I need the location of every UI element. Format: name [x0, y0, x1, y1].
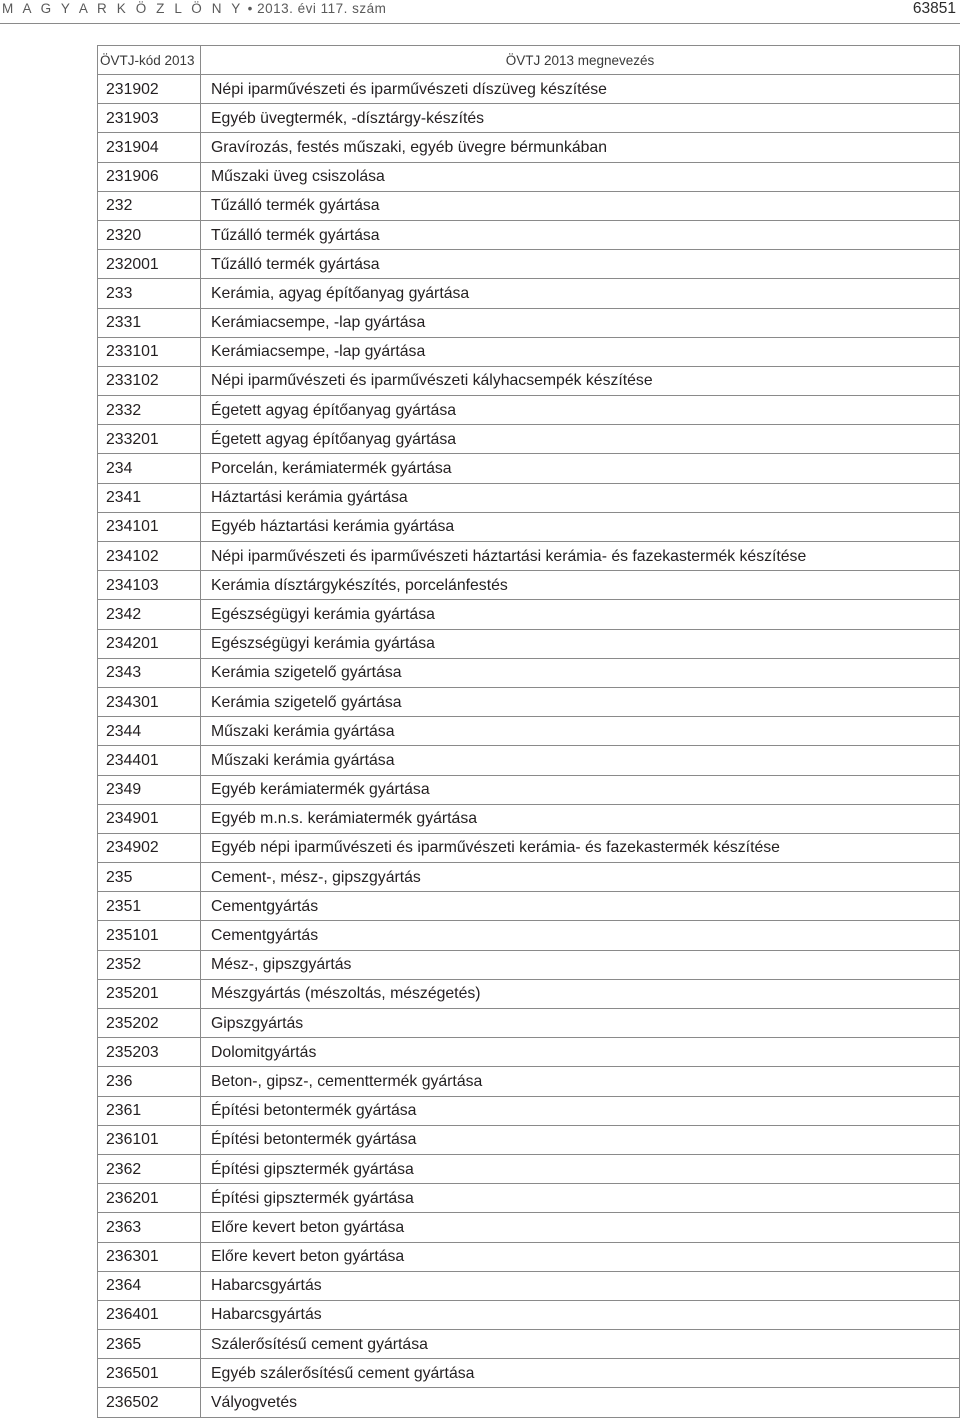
column-header-code: ÖVTJ-kód 2013 [98, 46, 201, 75]
row-name: Gravírozás, festés műszaki, egyéb üvegre bérmunkában [201, 133, 960, 162]
row-code: 235203 [98, 1038, 201, 1067]
row-code: 236101 [98, 1125, 201, 1154]
table-row [98, 804, 960, 833]
table-row [98, 746, 960, 775]
row-name: Kerámia dísztárgykészítés, porcelánfestés [201, 571, 960, 600]
running-head [2, 1, 386, 16]
table-row [98, 1213, 960, 1242]
row-name: Tűzálló termék gyártása [201, 220, 960, 249]
row-code: 2332 [98, 396, 201, 425]
table-row [98, 1038, 960, 1067]
row-name: Tűzálló termék gyártása [201, 191, 960, 220]
row-code: 2363 [98, 1213, 201, 1242]
table-row [98, 454, 960, 483]
row-name: Kerámia szigetelő gyártása [201, 687, 960, 716]
row-code: 233201 [98, 425, 201, 454]
table-header-row [98, 46, 960, 75]
row-name: Műszaki kerámia gyártása [201, 717, 960, 746]
row-code: 231903 [98, 104, 201, 133]
table-row [98, 542, 960, 571]
row-code: 235201 [98, 979, 201, 1008]
row-code: 234102 [98, 542, 201, 571]
table-row [98, 1096, 960, 1125]
row-name: Habarcsgyártás [201, 1271, 960, 1300]
row-name: Cementgyártás [201, 892, 960, 921]
row-name: Kerámiacsempe, -lap gyártása [201, 308, 960, 337]
row-name: Műszaki kerámia gyártása [201, 746, 960, 775]
row-name: Égetett agyag építőanyag gyártása [201, 396, 960, 425]
table-row [98, 950, 960, 979]
table-row [98, 191, 960, 220]
table-row [98, 425, 960, 454]
row-code: 236301 [98, 1242, 201, 1271]
row-name: Egyéb üvegtermék, -dísztárgy-készítés [201, 104, 960, 133]
row-code: 231902 [98, 75, 201, 104]
classification-table [97, 45, 960, 1418]
row-name: Háztartási kerámia gyártása [201, 483, 960, 512]
table-row [98, 863, 960, 892]
table-row [98, 1300, 960, 1329]
row-code: 2343 [98, 658, 201, 687]
row-code: 236 [98, 1067, 201, 1096]
table-row [98, 775, 960, 804]
table-row [98, 337, 960, 366]
row-name: Előre kevert beton gyártása [201, 1213, 960, 1242]
row-code: 235 [98, 863, 201, 892]
row-name: Gipszgyártás [201, 1009, 960, 1038]
row-name: Egészségügyi kerámia gyártása [201, 629, 960, 658]
table-row [98, 512, 960, 541]
row-name: Előre kevert beton gyártása [201, 1242, 960, 1271]
row-code: 2362 [98, 1154, 201, 1183]
row-code: 2351 [98, 892, 201, 921]
table-row [98, 687, 960, 716]
table-row [98, 921, 960, 950]
table-row [98, 1271, 960, 1300]
row-code: 231904 [98, 133, 201, 162]
table-row [98, 396, 960, 425]
row-code: 233101 [98, 337, 201, 366]
table-row [98, 658, 960, 687]
row-name: Beton-, gipsz-, cementtermék gyártása [201, 1067, 960, 1096]
table-row [98, 979, 960, 1008]
row-name: Szálerősítésű cement gyártása [201, 1330, 960, 1359]
row-code: 234101 [98, 512, 201, 541]
row-code: 2342 [98, 600, 201, 629]
table-row [98, 133, 960, 162]
table-row [98, 75, 960, 104]
row-name: Egészségügyi kerámia gyártása [201, 600, 960, 629]
table-row [98, 483, 960, 512]
row-name: Népi iparművészeti és iparművészeti díszüveg készítése [201, 75, 960, 104]
row-name: Építési betontermék gyártása [201, 1125, 960, 1154]
row-name: Kerámiacsempe, -lap gyártása [201, 337, 960, 366]
issue-label: 2013. évi 117. szám [257, 1, 387, 16]
table-row [98, 1242, 960, 1271]
row-name: Habarcsgyártás [201, 1300, 960, 1329]
publication-title: M A G Y A R K Ö Z L Ö N Y [2, 1, 244, 16]
row-code: 2352 [98, 950, 201, 979]
row-code: 2364 [98, 1271, 201, 1300]
row-name: Porcelán, kerámiatermék gyártása [201, 454, 960, 483]
table-row [98, 366, 960, 395]
header-divider [0, 23, 960, 24]
row-name: Építési gipsztermék gyártása [201, 1184, 960, 1213]
row-code: 231906 [98, 162, 201, 191]
row-code: 2341 [98, 483, 201, 512]
row-name: Cementgyártás [201, 921, 960, 950]
table-row [98, 1184, 960, 1213]
header-bullet: • [247, 1, 253, 16]
row-code: 232001 [98, 250, 201, 279]
row-name: Mészgyártás (mészoltás, mészégetés) [201, 979, 960, 1008]
row-code: 232 [98, 191, 201, 220]
table-row [98, 1388, 960, 1417]
row-code: 2361 [98, 1096, 201, 1125]
row-code: 234902 [98, 833, 201, 862]
row-code: 234301 [98, 687, 201, 716]
row-code: 2320 [98, 220, 201, 249]
page-number: 63851 [912, 0, 956, 17]
table-row [98, 717, 960, 746]
row-name: Építési betontermék gyártása [201, 1096, 960, 1125]
row-code: 234103 [98, 571, 201, 600]
row-name: Kerámia szigetelő gyártása [201, 658, 960, 687]
table-row [98, 220, 960, 249]
row-code: 236201 [98, 1184, 201, 1213]
table-row [98, 1330, 960, 1359]
table-row [98, 629, 960, 658]
row-name: Egyéb m.n.s. kerámiatermék gyártása [201, 804, 960, 833]
table-row [98, 892, 960, 921]
row-code: 234901 [98, 804, 201, 833]
row-code: 2331 [98, 308, 201, 337]
table-row [98, 162, 960, 191]
row-code: 236401 [98, 1300, 201, 1329]
row-code: 235101 [98, 921, 201, 950]
table-row [98, 1359, 960, 1388]
row-name: Népi iparművészeti és iparművészeti háztartási kerámia- és fazekastermék készítése [201, 542, 960, 571]
table-row [98, 833, 960, 862]
table-row [98, 571, 960, 600]
row-code: 2365 [98, 1330, 201, 1359]
row-code: 2344 [98, 717, 201, 746]
table-row [98, 308, 960, 337]
row-name: Egyéb háztartási kerámia gyártása [201, 512, 960, 541]
row-code: 235202 [98, 1009, 201, 1038]
table-row [98, 250, 960, 279]
row-code: 234401 [98, 746, 201, 775]
row-name: Égetett agyag építőanyag gyártása [201, 425, 960, 454]
row-name: Tűzálló termék gyártása [201, 250, 960, 279]
row-name: Egyéb népi iparművészeti és iparművészeti kerámia- és fazekastermék készítése [201, 833, 960, 862]
row-code: 236501 [98, 1359, 201, 1388]
table-body [98, 75, 960, 1418]
row-code: 2349 [98, 775, 201, 804]
table-row [98, 1067, 960, 1096]
row-code: 234 [98, 454, 201, 483]
row-name: Kerámia, agyag építőanyag gyártása [201, 279, 960, 308]
column-header-name: ÖVTJ 2013 megnevezés [201, 46, 960, 75]
row-name: Népi iparművészeti és iparművészeti kályhacsempék készítése [201, 366, 960, 395]
row-code: 233102 [98, 366, 201, 395]
row-name: Mész-, gipszgyártás [201, 950, 960, 979]
row-name: Építési gipsztermék gyártása [201, 1154, 960, 1183]
row-name: Egyéb kerámiatermék gyártása [201, 775, 960, 804]
table-row [98, 1154, 960, 1183]
row-name: Műszaki üveg csiszolása [201, 162, 960, 191]
table-row [98, 1009, 960, 1038]
table-row [98, 104, 960, 133]
table-row [98, 1125, 960, 1154]
row-name: Egyéb szálerősítésű cement gyártása [201, 1359, 960, 1388]
row-code: 234201 [98, 629, 201, 658]
page-header [0, 0, 960, 24]
row-name: Vályogvetés [201, 1388, 960, 1417]
table-row [98, 600, 960, 629]
table-row [98, 279, 960, 308]
row-name: Dolomitgyártás [201, 1038, 960, 1067]
row-code: 233 [98, 279, 201, 308]
row-name: Cement-, mész-, gipszgyártás [201, 863, 960, 892]
row-code: 236502 [98, 1388, 201, 1417]
